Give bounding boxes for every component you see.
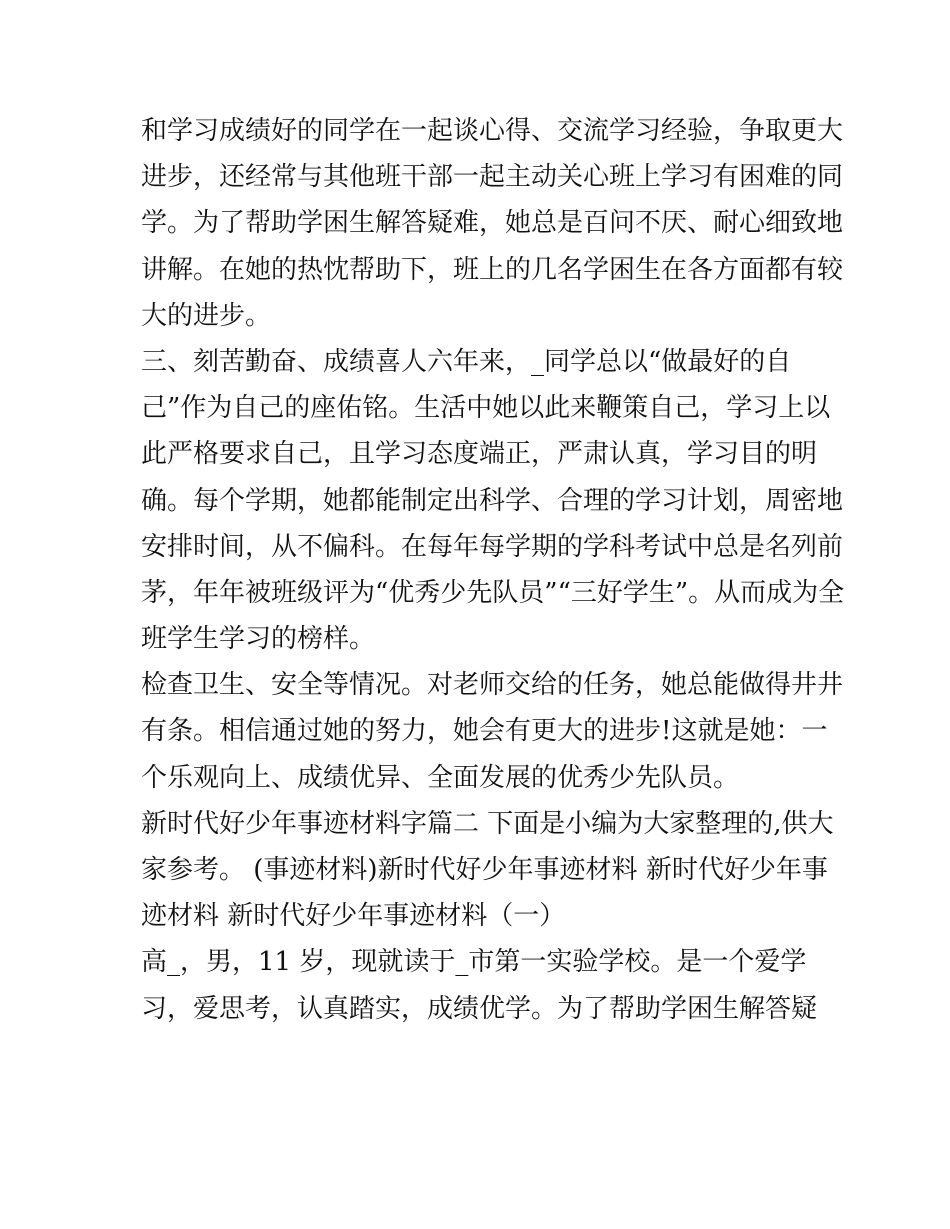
text-line: 和学习成绩好的同学在一起谈心得、交流学习经验，争取更大 <box>141 116 844 146</box>
text-line: 高_，男，11 岁，现就读于_市第一实验学校。是一个爱学 <box>141 947 807 978</box>
text-line: 确。每个学期，她都能制定出科学、合理的学习计划，周密地 <box>141 485 844 516</box>
text-line: 己”作为自己的座佑铭。生活中她以此来鞭策自己，学习上以 <box>141 393 831 424</box>
text-line: 大的进步。 <box>141 300 272 331</box>
text-line: 讲解。在她的热忱帮助下，班上的几名学困生在各方面都有较 <box>141 254 844 285</box>
text-line: 安排时间，从不偏科。在每年每学期的学科考试中总是名列前 <box>141 531 844 562</box>
text-line: 此严格要求自己，且学习态度端正，严肃认真，学习目的明 <box>141 439 818 470</box>
document-body <box>141 108 845 1032</box>
text-line: 家参考。 (事迹材料)新时代好少年事迹材料 新时代好少年事 <box>141 855 828 885</box>
text-line: 三、刻苦勤奋、成绩喜人六年来，_同学总以“做最好的自 <box>141 346 792 377</box>
text-line: 新时代好少年事迹材料字篇二 下面是小编为大家整理的,供大 <box>141 808 834 839</box>
text-line: 茅，年年被班级评为“优秀少先队员”“三好学生”。从而成为全 <box>141 577 845 608</box>
text-line: 进步，还经常与其他班干部一起主动关心班上学习有困难的同 <box>141 162 844 193</box>
text-line: 班学生学习的榜样。 <box>141 624 376 655</box>
text-line: 有条。相信通过她的努力，她会有更大的进步!这就是她：一 <box>141 716 828 747</box>
text-line: 迹材料 新时代好少年事迹材料（一） <box>141 901 566 932</box>
text-line: 个乐观向上、成绩优异、全面发展的优秀少先队员。 <box>141 762 740 793</box>
text-line: 习，爱思考，认真踏实，成绩优学。为了帮助学困生解答疑 <box>141 993 818 1024</box>
text-line: 学。为了帮助学困生解答疑难，她总是百问不厌、耐心细致地 <box>141 208 844 239</box>
text-line: 检查卫生、安全等情况。对老师交给的任务，她总能做得井井 <box>141 670 844 701</box>
